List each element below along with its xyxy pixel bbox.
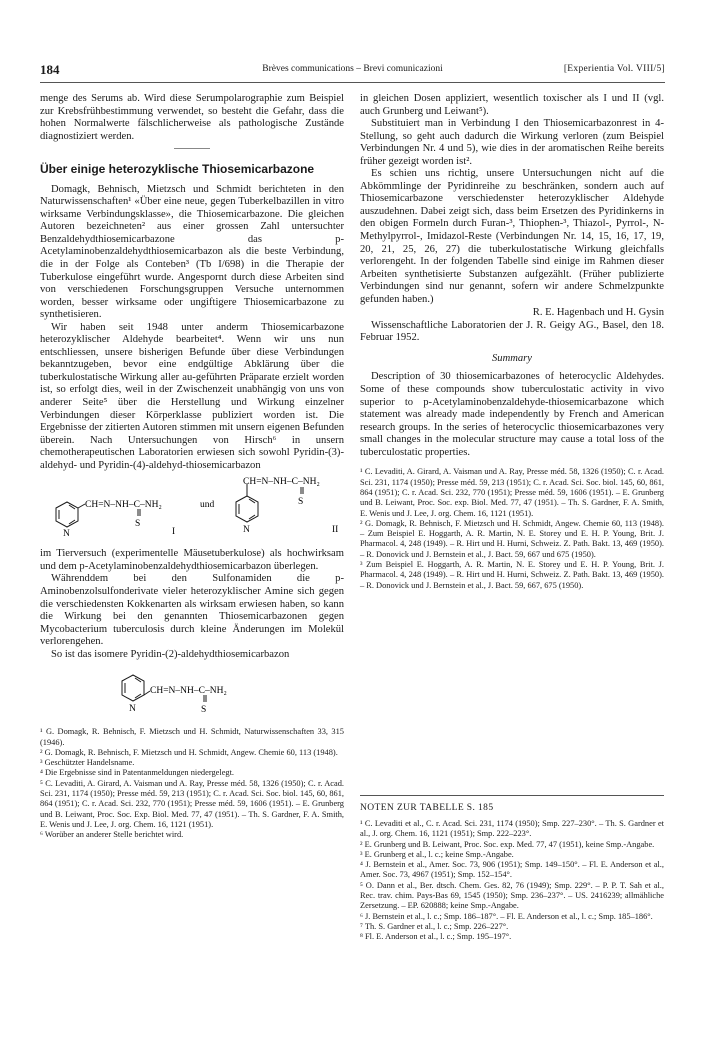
section-title: Brèves communications – Brevi comunicazioni [262, 64, 443, 74]
formula-II-sulfur: S [298, 497, 304, 508]
pyridine-2-formula-figure [40, 665, 344, 721]
journal-volume: [Experientia Vol. VIII/5] [563, 64, 665, 74]
pyridine-2-formula-text: CH=N–NH–C–NH₂ [150, 686, 227, 697]
conjunction-und: und [200, 500, 215, 511]
summary-heading: Summary [491, 352, 533, 364]
note-item: ⁸ Fl. E. Anderson et al., l. c.; Smp. 195–197°. [360, 932, 512, 942]
footnote: ¹ G. Domagk, R. Behnisch, F. Mietzsch und H. Schmidt, Naturwissenschaften 33, 315 (1946). [40, 727, 344, 747]
note-item: ² E. Grunberg und B. Leiwant, Proc. Soc. exp. Med. 77, 47 (1951), keine Smp.-Angabe. [360, 839, 655, 849]
formula-I-nitrogen: N [63, 529, 70, 540]
paragraph-r1: in gleichen Dosen appliziert, wesentlich toxischer als I und II (vgl. auch Grunberg und Leiwant⁵). [360, 93, 664, 117]
intro-paragraph: menge des Serums ab. Wird diese Serumpolarographie zum Beispiel zur Krebsfrühbestimmung verwendet, so besteht die Gefahr, dass die hohen Normalwerte fälschlicherweise als pathologische Zustände diagnostiziert werden. [40, 93, 344, 142]
footnote: ¹ C. Levaditi, A. Girard, A. Vaisman und A. Ray, Presse méd. 58, 1326 (1950); C. r. Acad. Sci. 231, 1174 (1950); Presse méd. 59, 213 (1951); C. r. Acad. Sci. Soc. biol. 145, 60, 861, 864 (1951); C. r. Acad. Sci. 232, 770 (1951); Presse méd. 59, 1606 (1951). – E. Grunberg und B. Leiwant, Proc. Soc. exp. Biol. Med. 77, 47 (1951). – Th. S. Gardner, F. A. Smith, E. Wenis und J. Lee, J. org. Chem. 16, 1121 (1951). [360, 467, 664, 518]
paragraph-r3: Es schien uns richtig, unsere Untersuchungen nicht auf die Abkömmlinge der Pyridinreihe zu beschränken, sondern auch auf Thiosemicarbazone verschiedenster heterozyklischer Aldehyde auszudehnen. Dabei zeigt sich, dass beim Ersetzen des Pyridinkerns in den obigen Formeln durch Furan-³, Thiophen-³, Thiazol-, Pyrrol-, N-Methylpyrrol-, Imidazol-Reste (Verbindungen Nr. 14, 15, 16, 17, 19, 20, 21, 25, 26, 27) die tuberkulostatische Wirkung gleichfalls verlorengeht. In der folgenden Tabelle sind einige im Rahmen dieser Arbeiten synthetisierte Substanzen aufgezählt. (Früher publizierte Verbindungen sind nur genannt, sofern wir andere Schmelzpunkte gefunden haben.) [360, 168, 664, 305]
paragraph-5: So ist das isomere Pyridin-(2)-aldehydthiosemicarbazon [51, 648, 290, 660]
notes-separator [360, 795, 664, 796]
note-item: ⁶ J. Bernstein et al., l. c.; Smp. 186–187°. – Fl. E. Anderson et al., l. c.; Smp. 185–186°. [360, 911, 653, 921]
pyridine-formulas-figure [40, 476, 344, 542]
label-II: II [332, 525, 339, 536]
article-heading: Über einige heterozyklische Thiosemicarbazone [40, 162, 315, 177]
summary-text: Description of 30 thiosemicarbazones of heterocyclic Aldehydes. Some of these compounds show tuberculostatic activity in vivo superior to p-Acetylaminobenzaldehyde-thiosemicarbazone which statement was already made independently by French and American research groups. In the series of heterocyclic thiosemicarbazones very small changes in the molecular structure may cause a total loss of the tuberculostatic properties. [360, 371, 664, 458]
notes-heading: NOTEN ZUR TABELLE S. 185 [360, 803, 494, 813]
left-column [40, 93, 344, 841]
affiliation: Wissenschaftliche Laboratorien der J. R. Geigy AG., Basel, den 18. Februar 1952. [360, 319, 664, 344]
label-I: I [172, 527, 176, 538]
paragraph-4: Währenddem bei den Sulfonamiden die p-Aminobenzolsulfonderivate vieler heterozyklischer Amine sich gegen die verschiedensten Kokkenarten als wirksam erwiesen haben, so kann die Wirkung bei den genannten Thiosemicarbazonen gegen Mycobacterium tuberculosis durch kleine Änderungen im Molekül verlorengehen. [40, 573, 344, 648]
note-item: ¹ C. Levaditi et al., C. r. Acad. Sci. 231, 1174 (1950); Smp. 227–230°. – Th. S. Gardner et al., J. org. Chem. 16, 1121 (1951); Smp. 222–223°. [360, 819, 664, 839]
formula-I-text: CH=N–NH–C–NH₂ [85, 500, 162, 511]
paragraph-r2: Substituiert man in Verbindung I den Thiosemicarbazonrest in 4-Stellung, so geht auch dadurch die Wirkung verloren (zum Beispiel Verbindungen Nr. 4 und 5), wie dies in der aromatischen Reihe bereits früher gezeigt worden ist². [360, 118, 664, 167]
paragraph-2: Wir haben seit 1948 unter anderm Thiosemicarbazone heterozyklischer Aldehyde bearbeitet⁴. Wenn wir uns nun entschliessen, unsere bisherigen Befunde über diese Verbindungen bekanntzugeben, bevor eine endgültige Abklärung über die tuberkulostatische Wirkung aller au-geführten Präparate erzielt worden ist, so erfolgt dies, weil in der Zwischenzeit unabhängig von uns von anderer Seite⁵ über die Herstellung und Wirkung einzelner Verbindungen dieser Körperklasse publiziert worden ist. Die Ergebnisse der zitierten Autoren stimmen mit unsern eigenen Befunden überein. Nach Untersuchungen von Hirsch⁶ in unsern chemotherapeutischen Laboratorien erwiesen sich sowohl Pyridin-(3)-aldehyd- und Pyridin-(4)-aldehyd-thiosemicarbazon [40, 321, 344, 471]
formula-II-text: CH=N–NH–C–NH₂ [243, 477, 320, 488]
left-footnotes [40, 727, 344, 840]
note-item: ⁵ O. Dann et al., Ber. dtsch. Chem. Ges. 82, 76 (1949); Smp. 229°. – P. P. T. Sah et al., Rec. trav. chim. Pays-Bas 69, 1545 (1950); Smp. 236–237°. – US. 2416239; allmähliche Zersetzung. – EP. 620888; keine Smp.-Angabe. [360, 880, 664, 911]
footnote: ⁶ Worüber an anderer Stelle berichtet wird. [40, 830, 184, 840]
note-item: ³ E. Grunberg et al., l. c.; keine Smp.-Angabe. [360, 849, 514, 859]
pyridine-2-nitrogen: N [129, 704, 136, 715]
paragraph-1: Domagk, Behnisch, Mietzsch und Schmidt berichteten in den Naturwissenschaften¹ «Über eine neue, gegen Tuberkelbazillen in vitro wirksame Verbindungsklasse», die Thiosemicarbazone. Die gleichen Autoren bezeichneten² aus einer grossen Zahl untersuchter Benzaldehydthiosemicarbazone das p-Acetylaminobenzaldehydthiosemicarbazon als die beste Verbindung, die in der Folge als Conteben³ (Tb I/698) in die Therapie der Tuberkulose eingeführt wurde. Angespornt durch diese Arbeiten sind von verschiedenen Forschungsgruppen Versuche unternommen worden, besser wirksame oder ungiftigere Thiosemicarbazone zu synthetisieren. [40, 183, 344, 321]
footnote: ² G. Domagk, R. Behnisch, F. Mietzsch und H. Schmidt, Angew. Chemie 60, 113 (1948). [40, 747, 338, 757]
author-signature: R. E. Hagenbach und H. Gysin [532, 307, 664, 319]
table-notes [360, 803, 664, 943]
notes-list [360, 819, 664, 943]
right-column [360, 93, 664, 591]
section-divider [174, 148, 210, 149]
right-footnotes [360, 467, 664, 591]
formula-II-nitrogen: N [243, 525, 250, 536]
footnote: ³ Zum Beispiel E. Hoggarth, A. R. Martin, N. E. Storey und E. H. P. Young, Brit. J. Pharmacol. 4, 248 (1949). – R. Hirt und H. Hurni, Schweiz. Z. Path. Bakt. 13, 469 (1950). – R. Donovick und J. Bernstein et al., J. Bact. 59, 667, 675 (1950). [360, 559, 664, 590]
note-item: ⁴ J. Bernstein et al., Amer. Soc. 73, 906 (1951); Smp. 149–150°. – Fl. E. Anderson et al., Amer. Soc. 73, 4967 (1951); Smp. 152–154°. [360, 860, 664, 880]
ring-II [236, 484, 258, 522]
structural-formula-pyridine-2 [40, 665, 344, 721]
pyridine-2-sulfur: S [201, 705, 207, 716]
ring-pyridine-2 [122, 675, 150, 701]
running-header [40, 62, 665, 78]
footnote: ³ Geschützter Handelsname. [40, 758, 135, 768]
page-number: 184 [40, 62, 60, 77]
footnote: ⁴ Die Ergebnisse sind in Patentanmeldungen niedergelegt. [40, 768, 235, 778]
structural-formulas-I-II [40, 476, 344, 542]
note-item: ⁷ Th. S. Gardner et al., l. c.; Smp. 226–227°. [360, 921, 509, 931]
formula-I-sulfur: S [135, 519, 141, 530]
ring-I [56, 502, 85, 527]
footnote: ⁵ C. Levaditi, A. Girard, A. Vaisman und A. Ray, Presse méd. 58, 1326 (1950); C. r. Acad. Sci. 231, 1174 (1950); Presse méd. 59, 213 (1951); C. r. Acad. Sci. Soc. biol. 145, 60, 861, 864 (1951); C. r. Acad. Sci. 232, 770 (1951); Presse méd. 59, 1606 (1951). – E. Grunberg und B. Leiwant, Proc. Soc. Exp. Biol. Med. 77, 47 (1951). – Th. S. Gardner, F. A. Smith, E. Wenis und J. Lee, J. org. Chem. 16, 1121 (1951). [40, 778, 344, 829]
header-rule [40, 82, 665, 83]
paragraph-3: im Tierversuch (experimentelle Mäusetuberkulose) als hochwirksam und dem p-Acetylaminobenzaldehydthiosemicarbazon überlegen. [40, 548, 344, 572]
footnote: ² G. Domagk, R. Behnisch, F. Mietzsch und H. Schmidt, Angew. Chemie 60, 113 (1948). – Zum Beispiel E. Hoggarth, A. R. Martin, N. E. Storey und E. H. P. Young, Brit. J. Pharmacol. 4, 248 (1949). – R. Hirt und H. Hurni, Schweiz. Z. Path. Bakt. 13, 469 (1950). – R. Donovick und J. Bernstein et al., J. Bact. 59, 667 und 675 (1950). [360, 518, 664, 559]
